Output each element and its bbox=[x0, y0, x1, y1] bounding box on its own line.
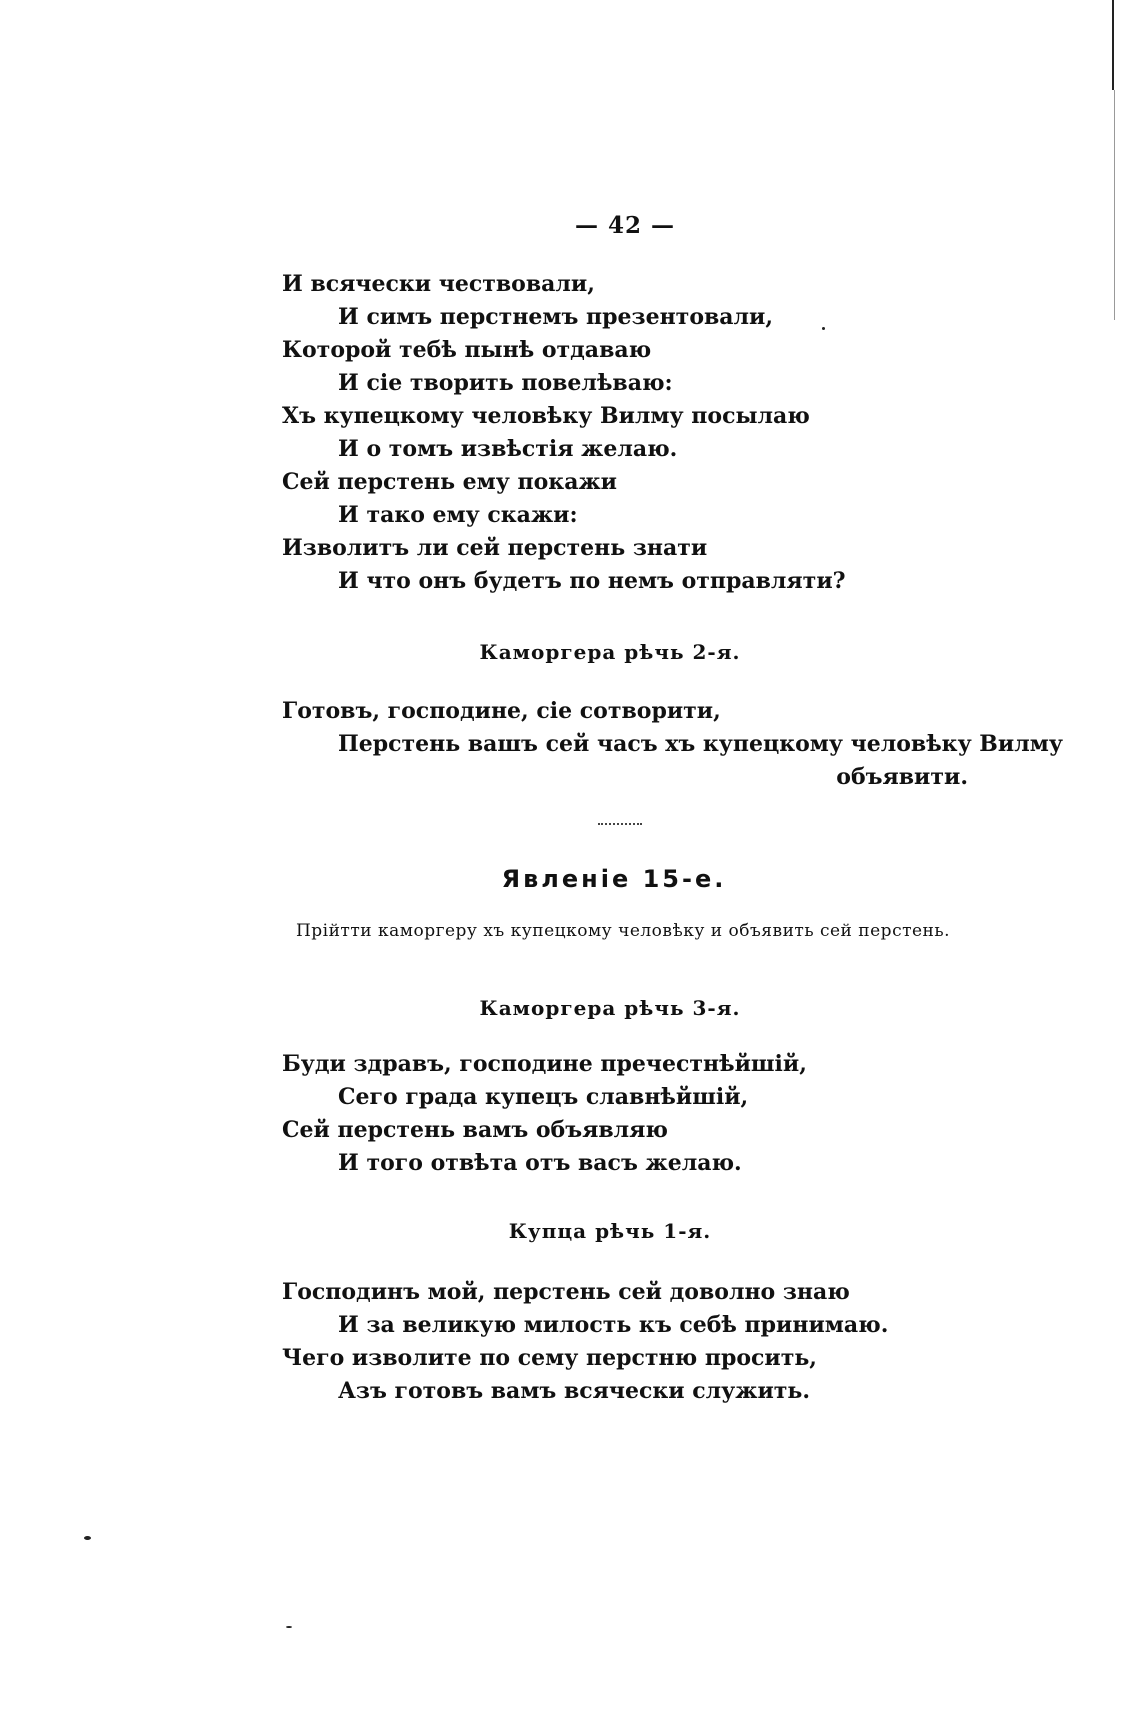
verse-line: Сей перстень ему покажи bbox=[282, 469, 617, 495]
verse-line: И всячески чествовали, bbox=[282, 271, 595, 297]
verse-line: Которой тебѣ пынѣ отдаваю bbox=[282, 337, 652, 363]
verse-line: И о томъ извѣстія желаю. bbox=[338, 436, 678, 462]
verse-line: Сей перстень вамъ объявляю bbox=[282, 1117, 668, 1143]
speaker-heading: Каморгера рѣчь 2-я. bbox=[479, 640, 741, 664]
verse-line: Сего града купецъ славнѣйшій, bbox=[338, 1084, 749, 1110]
speaker-heading: Каморгера рѣчь 3-я. bbox=[479, 996, 741, 1020]
verse-line: Господинъ мой, перстень сей доволно знаю bbox=[282, 1279, 850, 1305]
verse-line: И симъ перстнемъ презентовали, bbox=[338, 304, 774, 330]
scan-speck bbox=[822, 327, 825, 330]
verse-line: Чего изволите по сему перстню просить, bbox=[282, 1345, 817, 1371]
verse-line: И за великую милость къ себѣ принимаю. bbox=[338, 1312, 889, 1338]
section-separator bbox=[598, 823, 642, 827]
page-number: — 42 — bbox=[574, 212, 676, 239]
verse-line: Азъ готовъ вамъ всячески служить. bbox=[338, 1378, 811, 1404]
verse-line: Хъ купецкому человѣку Вилму посылаю bbox=[282, 403, 810, 429]
verse-line: И тако ему скажи: bbox=[338, 502, 578, 528]
scene-title: Явленіе 15-е. bbox=[501, 865, 727, 893]
verse-line: И что онъ будетъ по немъ отправляти? bbox=[338, 568, 846, 594]
verse-line: Готовъ, господине, сіе сотворити, bbox=[282, 698, 721, 724]
verse-line: И сіе творить повелѣваю: bbox=[338, 370, 673, 396]
speaker-heading: Купца рѣчь 1-я. bbox=[508, 1219, 712, 1243]
verse-line: Буди здравъ, господине пречестнѣйшій, bbox=[282, 1051, 807, 1077]
scan-edge-line-faint bbox=[1114, 90, 1115, 320]
scan-speck bbox=[286, 1626, 292, 1628]
scan-speck bbox=[84, 1536, 91, 1540]
scan-edge-line bbox=[1112, 0, 1114, 90]
verse-line: Изволитъ ли сей перстень знати bbox=[282, 535, 708, 561]
verse-line: И того отвѣта отъ васъ желаю. bbox=[338, 1150, 742, 1176]
verse-line-continuation: объявити. bbox=[836, 764, 968, 790]
verse-line: Перстень вашъ сей часъ хъ купецкому человѣку Вилму bbox=[338, 731, 1063, 757]
stage-direction: Прійтти каморгеру хъ купецкому человѣку и объявить сей перстень. bbox=[295, 921, 951, 941]
